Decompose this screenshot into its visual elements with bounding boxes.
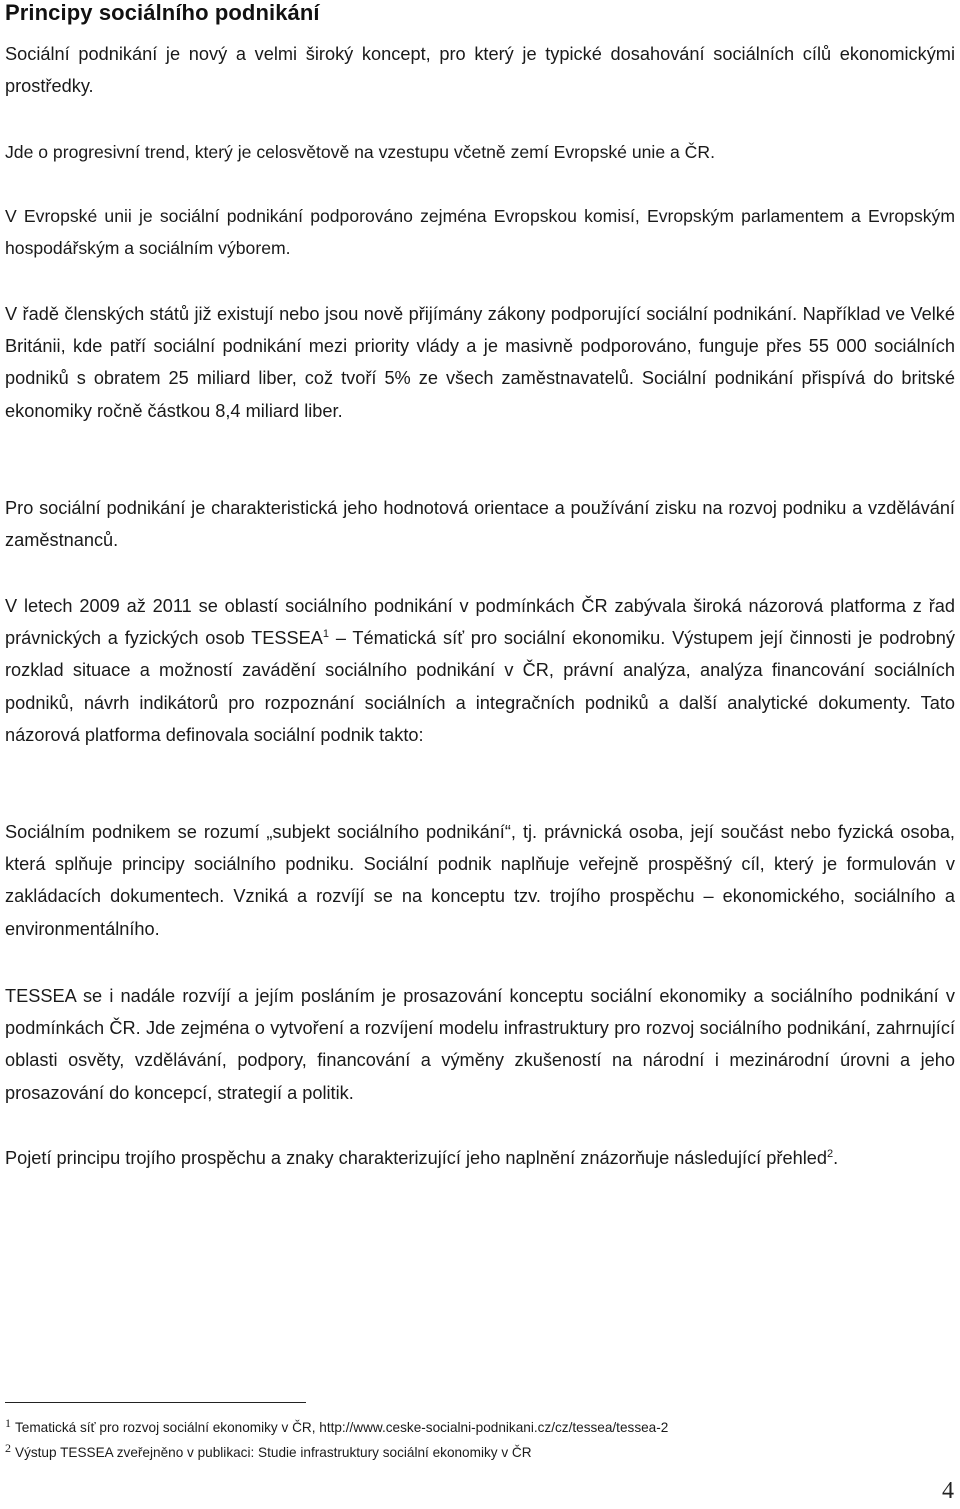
paragraph-text: V letech 2009 až 2011 se oblastí sociálního podnikání v podmínkách ČR zabývala široká názorová platforma z řad právnických a fyzických osob TESSEA xyxy=(5,596,955,649)
footnote-1 xyxy=(5,1414,668,1437)
page-title: Principy sociálního podnikání xyxy=(5,0,320,25)
paragraph-eu-support: V Evropské unii je sociální podnikání podporováno zejména Evropskou komisí, Evropským parlamentem a Evropským hospodářským a sociálním výborem. xyxy=(5,206,955,259)
footnote-ref-2[interactable]: 2 xyxy=(826,1148,834,1160)
footnote-number: 1 xyxy=(5,1416,11,1430)
paragraph-definition: Sociálním podnikem se rozumí „subjekt sociálního podnikání“, tj. právnická osoba, její součást nebo fyzická osoba, která splňuje principy sociálního podniku. Sociální podnik naplňuje veřejně prospěšný cíl, který je formulován v zakládacích dokumentech. Vzniká a rozvíjí se na konceptu tzv. trojího prospěchu – ekonomického, sociálního a environmentálního. xyxy=(5,822,955,939)
footnote-text: Výstup TESSEA zveřejněno v publikaci: Studie infrastruktury sociální ekonomiky v ČR xyxy=(15,1445,532,1460)
paragraph-text: – Tématická síť pro sociální ekonomiku. Výstupem její činnosti je podrobný rozklad situace a možností zavádění sociálního podnikání v ČR, právní analýza, analýza financování sociálních podniků, návrh indikátorů pro rozpoznání sociálních a integračních podniků a další analytické dokumenty. Tato názorová platforma definovala sociální podnik takto: xyxy=(5,628,956,745)
footnote-text: Tematická síť pro rozvoj sociální ekonomiky v ČR, http://www.ceske-socialni-podnikani.cz/cz/tessea/tessea-2 xyxy=(15,1420,669,1435)
paragraph-tessea-platform xyxy=(5,590,955,751)
paragraph-text: Pojetí principu trojího prospěchu a znaky charakterizující jeho naplnění znázorňuje následující přehled xyxy=(5,1148,827,1168)
paragraph-trend: Jde o progresivní trend, který je celosvětově na vzestupu včetně zemí Evropské unie a ČR. xyxy=(5,142,715,162)
page-number: 4 xyxy=(942,1478,954,1504)
footnote-2 xyxy=(5,1439,532,1462)
footnote-ref-1[interactable]: 1 xyxy=(322,628,330,641)
paragraph-member-states: V řadě členských států již existují nebo jsou nově přijímány zákony podporující sociální podnikání. Například ve Velké Británii, kde patří sociální podnikání mezi priority vlády a je masivně podporováno, funguje přes 55 000 sociálních podniků s obratem 25 miliard liber, což tvoří 5% ze všech zaměstnavatelů. Sociální podnikání přispívá do britské ekonomiky ročně částkou 8,4 miliard liber. xyxy=(5,304,955,421)
paragraph-value-orientation: Pro sociální podnikání je charakteristická jeho hodnotová orientace a používání zisku na rozvoj podniku a vzdělávání zaměstnanců. xyxy=(5,498,955,551)
paragraph-intro: Sociální podnikání je nový a velmi široký koncept, pro který je typické dosahování sociálních cílů ekonomickými prostředky. xyxy=(5,44,955,97)
paragraph-overview xyxy=(5,1142,955,1174)
footnote-separator xyxy=(5,1402,306,1403)
paragraph-text: . xyxy=(833,1148,839,1168)
footnote-number: 2 xyxy=(5,1441,11,1455)
paragraph-tessea-mission: TESSEA se i nadále rozvíjí a jejím posláním je prosazování konceptu sociální ekonomiky a sociálního podnikání v podmínkách ČR. Jde zejména o vytvoření a rozvíjení modelu infrastruktury pro rozvoj sociálního podnikání, zahrnující oblasti osvěty, vzdělávání, podpory, financování a výměny zkušeností na národní i mezinárodní úrovni a jeho prosazování do koncepcí, strategií a politik. xyxy=(5,986,955,1103)
